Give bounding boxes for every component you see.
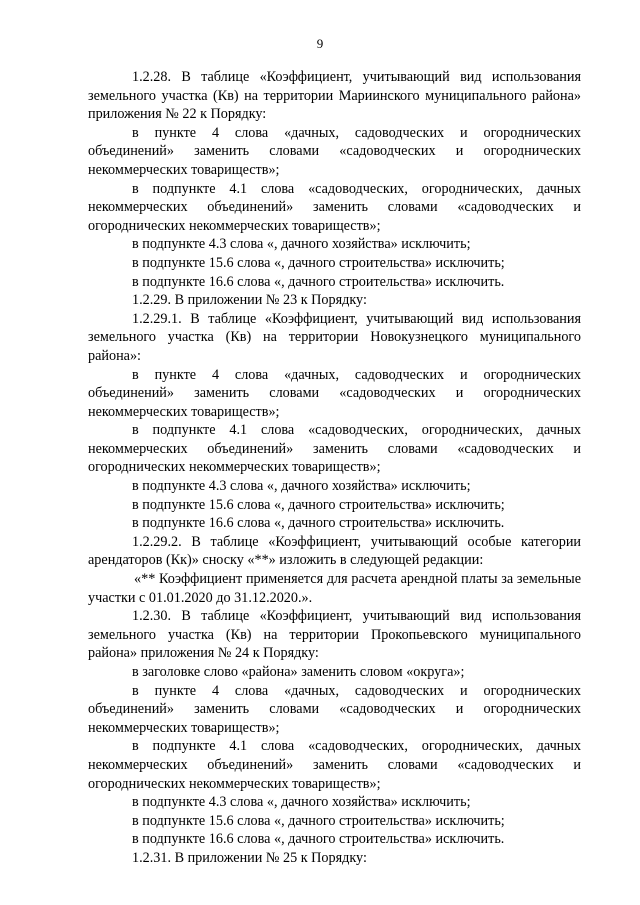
paragraph-subitem-15-6: в подпункте 15.6 слова «, дачного строительства» исключить;	[132, 254, 505, 271]
paragraph-subitem-15-6: в подпункте 15.6 слова «, дачного строительства» исключить;	[132, 496, 505, 513]
paragraph-subitem-16-6: в подпункте 16.6 слова «, дачного строительства» исключить.	[132, 515, 505, 532]
paragraph-1-2-31: 1.2.31. В приложении № 25 к Порядку:	[132, 849, 367, 866]
document-body	[88, 68, 581, 868]
paragraph-1-2-28: 1.2.28. В таблице «Коэффициент, учитывающий вид использования земельного участка (Кв) на территории Мариинского муниципального района» приложения № 22 к Порядку:	[88, 69, 581, 123]
paragraph-1-2-30: 1.2.30. В таблице «Коэффициент, учитывающий вид использования земельного участка (Кв) на территории Прокопьевского муниципального района» приложения № 24 к Порядку:	[88, 608, 581, 662]
paragraph-heading-change: в заголовке слово «района» заменить словом «округа»;	[132, 664, 465, 680]
paragraph-subitem-16-6: в подпункте 16.6 слова «, дачного строительства» исключить.	[132, 273, 505, 290]
page-number: 9	[316, 36, 324, 51]
paragraph-subitem-4-3: в подпункте 4.3 слова «, дачного хозяйства» исключить;	[132, 794, 471, 811]
paragraph-subitem-4-1: в подпункте 4.1 слова «садоводческих, огороднических, дачных некоммерческих объединений» заменить словами «садоводческих и огороднических некоммерческих товариществ»;	[88, 422, 581, 476]
paragraph-subitem-4-3: в подпункте 4.3 слова «, дачного хозяйства» исключить;	[132, 236, 471, 253]
paragraph-item-4: в пункте 4 слова «дачных, садоводческих и огороднических объединений» заменить словами «садоводческих и огороднических некоммерческих товариществ»;	[88, 124, 581, 178]
paragraph-subitem-15-6: в подпункте 15.6 слова «, дачного строительства» исключить;	[132, 812, 505, 829]
paragraph-subitem-4-3: в подпункте 4.3 слова «, дачного хозяйства» исключить;	[132, 478, 471, 495]
paragraph-subitem-4-1: в подпункте 4.1 слова «садоводческих, огороднических, дачных некоммерческих объединений» заменить словами «садоводческих и огороднических некоммерческих товариществ»;	[88, 180, 581, 234]
paragraph-1-2-29-1: 1.2.29.1. В таблице «Коэффициент, учитывающий вид использования земельного участка (Кв) на территории Новокузнецкого муниципального района»:	[88, 310, 581, 364]
paragraph-1-2-29: 1.2.29. В приложении № 23 к Порядку:	[132, 292, 367, 309]
paragraph-item-4: в пункте 4 слова «дачных, садоводческих и огороднических объединений» заменить словами «садоводческих и огороднических некоммерческих товариществ»;	[88, 366, 581, 420]
paragraph-subitem-16-6: в подпункте 16.6 слова «, дачного строительства» исключить.	[132, 831, 505, 848]
paragraph-1-2-29-2: 1.2.29.2. В таблице «Коэффициент, учитывающий особые категории арендаторов (Кк)» сноску «**» изложить в следующей редакции:	[88, 533, 581, 569]
footnote-quote: «** Коэффициент применяется для расчета арендной платы за земельные участки с 01.01.2020 до 31.12.2020.».	[88, 571, 581, 606]
paragraph-item-4: в пункте 4 слова «дачных, садоводческих и огороднических объединений» заменить словами «садоводческих и огороднических некоммерческих товариществ»;	[88, 682, 581, 736]
paragraph-subitem-4-1: в подпункте 4.1 слова «садоводческих, огороднических, дачных некоммерческих объединений» заменить словами «садоводческих и огороднических некоммерческих товариществ»;	[88, 738, 581, 792]
